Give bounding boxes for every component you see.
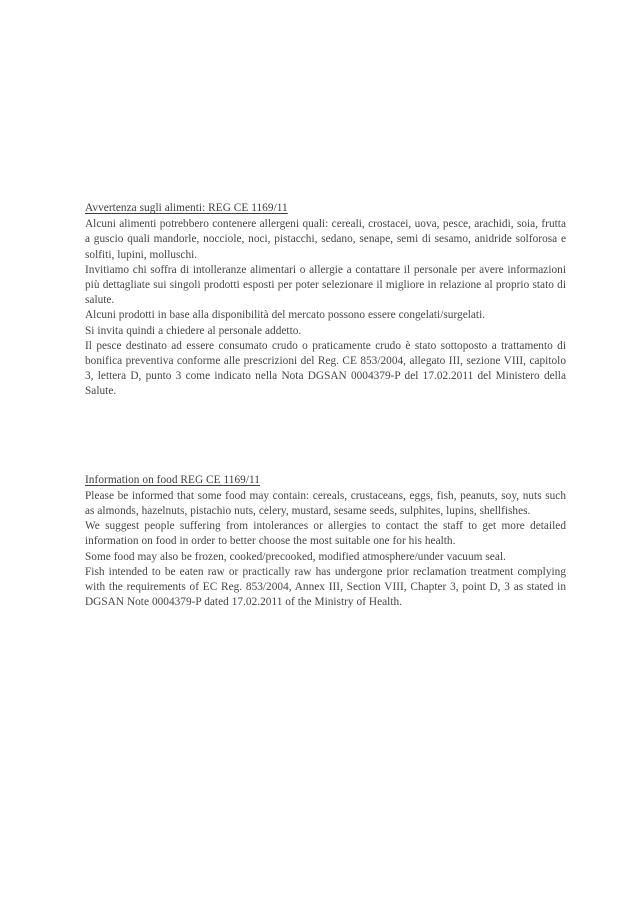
english-paragraph-frozen-products: Some food may also be frozen, cooked/precooked, modified atmosphere/under vacuum seal.	[85, 550, 506, 563]
italian-paragraph-frozen-products: Alcuni prodotti in base alla disponibilità del mercato possono essere congelati/surgelati.	[85, 309, 486, 322]
section-italian-allergen-notice	[85, 201, 566, 400]
italian-paragraph-ask-staff: Si invita quindi a chiedere al personale addetto.	[85, 324, 302, 337]
english-section-heading: Information on food REG CE 1169/11	[85, 473, 261, 486]
italian-paragraph-staff-request: Invitiamo chi soffra di intolleranze alimentari o allergie a contattare il personale per avere informazioni più dettagliate sui singoli prodotti esposti per poter selezionare il migliore in relazione al proprio stato di salute.	[85, 263, 566, 307]
italian-paragraph-raw-fish-treatment: Il pesce destinato ad essere consumato crudo o praticamente crudo è stato sottoposto a trattamento di bonifica preventiva conforme alle prescrizioni del Reg. CE 853/2004, allegato III, sezione VIII, capitolo 3, lettera D, punto 3 come indicato nella Nota DGSAN 0004379-P del 17.02.2011 del Ministero della Salute.	[85, 339, 566, 398]
section-english-allergen-notice	[85, 473, 566, 611]
english-paragraph-raw-fish-treatment: Fish intended to be eaten raw or practically raw has undergone prior reclamation treatment complying with the requirements of EC Reg. 853/2004, Annex III, Section VIII, Chapter 3, point D, 3 as stated in DGSAN Note 0004379-P dated 17.02.2011 of the Ministry of Health.	[85, 565, 566, 609]
document-content	[85, 201, 566, 610]
english-paragraph-allergens: Please be informed that some food may contain: cereals, crustaceans, eggs, fish, peanuts, soy, nuts such as almonds, hazelnuts, pistachio nuts, celery, mustard, sesame seeds, sulphites, lupins, shellfishes.	[85, 489, 566, 518]
italian-paragraph-allergens: Alcuni alimenti potrebbero contenere allergeni quali: cereali, crostacei, uova, pesce, arachidi, soia, frutta a guscio quali mandorle, nocciole, noci, pistacchi, sedano, senape, semi di sesamo, anidride solforosa e solfiti, lupini, molluschi.	[85, 218, 566, 261]
english-paragraph-staff-request: We suggest people suffering from intolerances or allergies to contact the staff to get more detailed information on food in order to better choose the most suitable one for his health.	[85, 520, 566, 548]
italian-section-heading: Avvertenza sugli alimenti: REG CE 1169/11	[85, 202, 288, 214]
